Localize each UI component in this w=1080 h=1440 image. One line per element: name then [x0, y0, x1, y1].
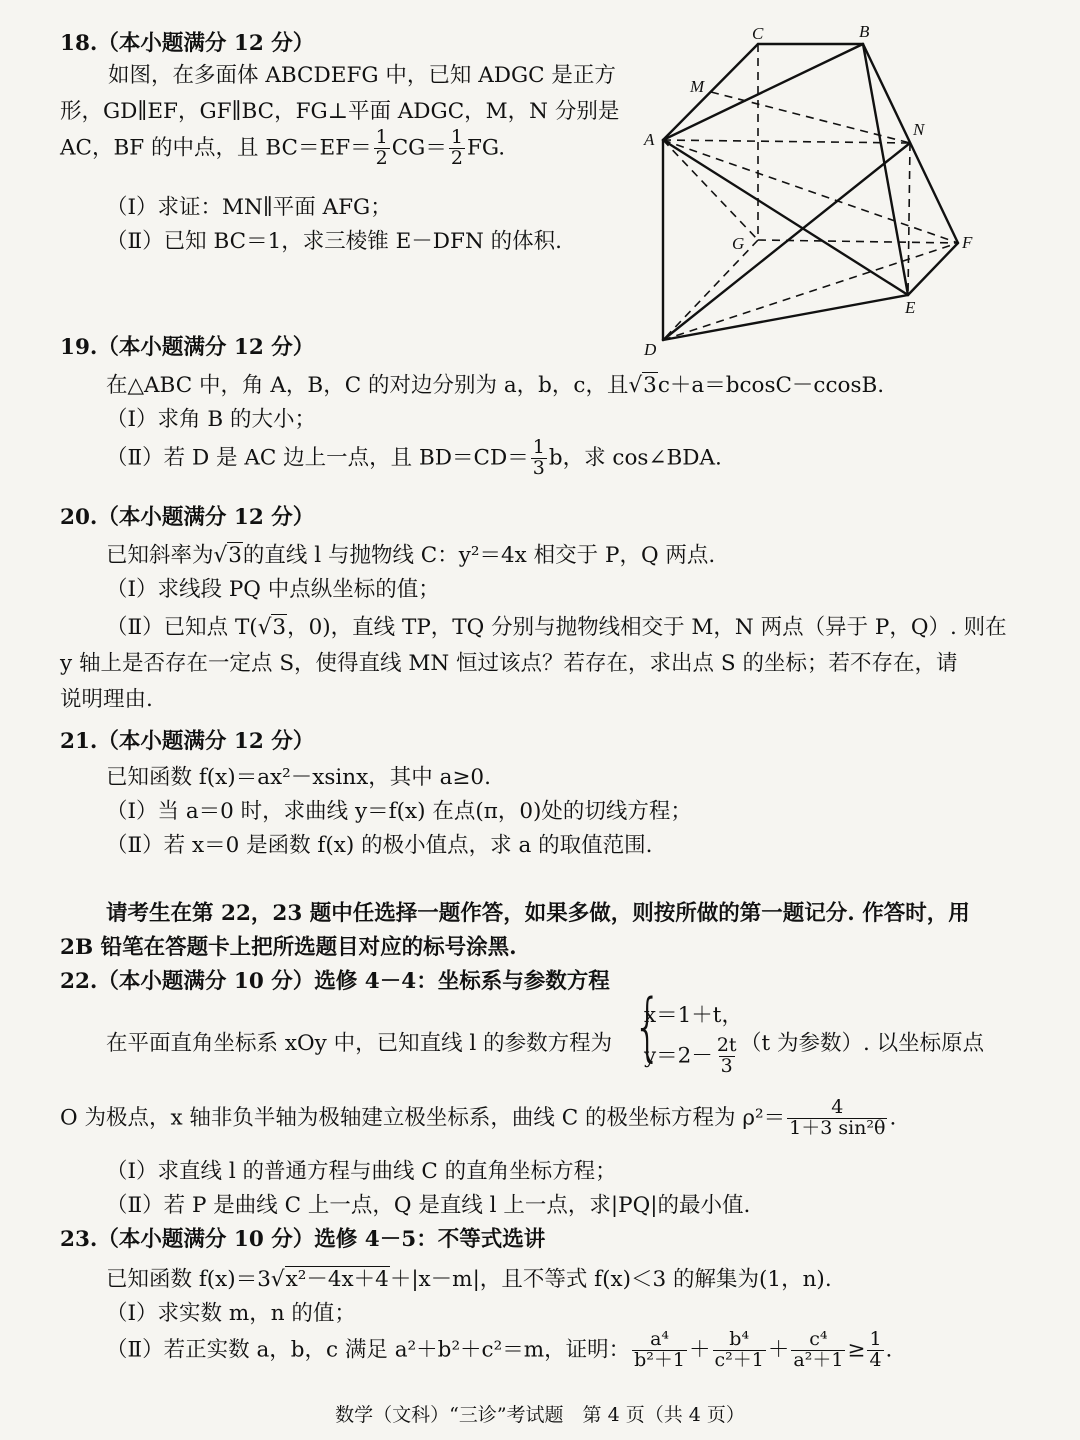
- q22-part2: （Ⅱ）若 P 是曲线 C 上一点，Q 是直线 l 上一点，求|PQ|的最小值.: [106, 1193, 751, 1218]
- edge-BE: [863, 44, 908, 295]
- q18-line1: 如图，在多面体 ABCDEFG 中，已知 ADGC 是正方: [108, 63, 616, 88]
- q18-part2: （Ⅱ）已知 BC＝1，求三棱锥 E－DFN 的体积.: [106, 229, 562, 254]
- q22-brace: {: [633, 984, 662, 1070]
- q22-header: 22.（本小题满分 10 分）选修 4－4：坐标系与参数方程: [60, 969, 610, 994]
- edge-AF: [663, 140, 958, 243]
- q22-eq1: x＝1＋t，: [644, 1003, 743, 1028]
- polyhedron-figure: [630, 15, 990, 365]
- q18-part1: （Ⅰ）求证：MN∥平面 AFG；: [106, 195, 392, 220]
- q19-sqrt: 3: [643, 373, 657, 398]
- q18-line3-a: AC，BF 的中点，且 BC＝EF＝: [60, 135, 372, 161]
- q21-statement: 已知函数 f(x)＝ax²－xsinx，其中 a≥0.: [106, 765, 491, 790]
- q19-part1: （Ⅰ）求角 B 的大小；: [106, 407, 316, 432]
- q19-part2: （Ⅱ）若 D 是 AC 边上一点，且 BD＝CD＝ $\frac{1}{3}$ b，求 cos∠BDA.: [106, 436, 722, 479]
- q19-header: 19.（本小题满分 12 分）: [60, 335, 315, 360]
- label-C: C: [752, 24, 764, 43]
- edge-DF: [663, 243, 958, 340]
- q20-header: 20.（本小题满分 12 分）: [60, 505, 315, 530]
- q23-header: 23.（本小题满分 10 分）选修 4－5：不等式选讲: [60, 1227, 546, 1252]
- q22-statement-a: 在平面直角坐标系 xOy 中，已知直线 l 的参数方程为: [106, 1031, 613, 1056]
- edge-AE: [663, 140, 908, 295]
- edge-MN: [711, 92, 910, 143]
- label-D: D: [644, 340, 657, 359]
- q22-part1: （Ⅰ）求直线 l 的普通方程与曲线 C 的直角坐标方程；: [106, 1159, 617, 1184]
- q18-line3: [60, 128, 505, 169]
- label-F: F: [962, 233, 973, 252]
- q20-sqrt: 3: [228, 543, 242, 568]
- label-A: A: [644, 130, 655, 149]
- q23-sqrt: x²－4x＋4: [285, 1267, 389, 1292]
- edge-NE: [908, 143, 910, 295]
- q21-part1: （Ⅰ）当 a＝0 时，求曲线 y＝f(x) 在点(π，0)处的切线方程；: [106, 799, 692, 824]
- label-G: G: [732, 234, 745, 253]
- q18-line3-c: FG.: [466, 135, 506, 161]
- notice-line1: 请考生在第 22，23 题中任选择一题作答，如果多做，则按所做的第一题记分. 作答时，用: [106, 901, 970, 926]
- notice-line2: 2B 铅笔在答题卡上把所选题目对应的标号涂黑.: [60, 935, 517, 960]
- q22-statement-b: （t 为参数）. 以坐标原点: [740, 1031, 985, 1056]
- q21-header: 21.（本小题满分 12 分）: [60, 729, 315, 754]
- q19-statement: 在△ABC 中，角 A，B，C 的对边分别为 a，b，c，且√3c＋a＝bcosC－ccosB.: [106, 373, 885, 398]
- q22-eq2: y＝2－ $\frac{2t}{3}$: [644, 1034, 737, 1077]
- q20-part2-line3: 说明理由.: [60, 687, 153, 712]
- edge-AC: [663, 44, 758, 140]
- q18-header: 18.（本小题满分 12 分）: [60, 31, 315, 56]
- q18-line2: 形，GD∥EF，GF∥BC，FG⊥平面 ADGC，M，N 分别是: [60, 99, 620, 124]
- label-B: B: [859, 22, 870, 41]
- q18-fraction-2: $\frac{1}{2}$: [450, 126, 463, 169]
- q18-line3-b: CG＝: [391, 135, 447, 161]
- edge-AN: [663, 140, 910, 143]
- q20-part1: （Ⅰ）求线段 PQ 中点纵坐标的值；: [106, 577, 440, 602]
- q23-part2: （Ⅱ）若正实数 a，b，c 满足 a²＋b²＋c²＝m，证明： $\frac{\text{a⁴}}{\text{b²＋1}}$ ＋ $\frac{\text{b⁴}}{\text{c²＋1}}$ ＋ $\frac{\text{c⁴}}{\text{a²＋1}}$ ≥ $\frac{1}{4}$ .: [106, 1328, 893, 1371]
- figure-dashed-edges: [663, 44, 958, 340]
- q20-statement: 已知斜率为√3的直线 l 与抛物线 C：y²＝4x 相交于 P，Q 两点.: [106, 543, 716, 568]
- q22-fraction: $\frac{4}{\text{1＋3 sin²θ}}$: [789, 1096, 886, 1139]
- q20-part2-line2: y 轴上是否存在一定点 S，使得直线 MN 恒过该点？若存在，求出点 S 的坐标；若不存在，请: [60, 651, 958, 676]
- label-E: E: [905, 298, 916, 317]
- q23-statement: 已知函数 f(x)＝3√x²－4x＋4＋|x－m|，且不等式 f(x)＜3 的解集为(1，n).: [106, 1267, 832, 1292]
- label-M: M: [690, 77, 705, 96]
- label-N: N: [913, 120, 925, 139]
- q21-part2: （Ⅱ）若 x＝0 是函数 f(x) 的极小值点，求 a 的取值范围.: [106, 833, 653, 858]
- q19-fraction: $\frac{1}{3}$: [532, 436, 545, 479]
- page-footer: 数学（文科）“三诊”考试题 第 4 页（共 4 页）: [335, 1404, 745, 1426]
- q18-fraction-1: $\frac{1}{2}$: [375, 126, 388, 169]
- q22-line2: O 为极点，x 轴非负半轴为极轴建立极坐标系，曲线 C 的极坐标方程为 ρ²＝ $\frac{4}{\text{1＋3 sin²θ}}$ .: [60, 1096, 897, 1139]
- q23-part1: （Ⅰ）求实数 m，n 的值；: [106, 1301, 356, 1326]
- q20-part2: （Ⅱ）已知点 T(√3，0)，直线 TP，TQ 分别与抛物线相交于 M，N 两点（异于 P，Q）. 则在: [106, 615, 1007, 640]
